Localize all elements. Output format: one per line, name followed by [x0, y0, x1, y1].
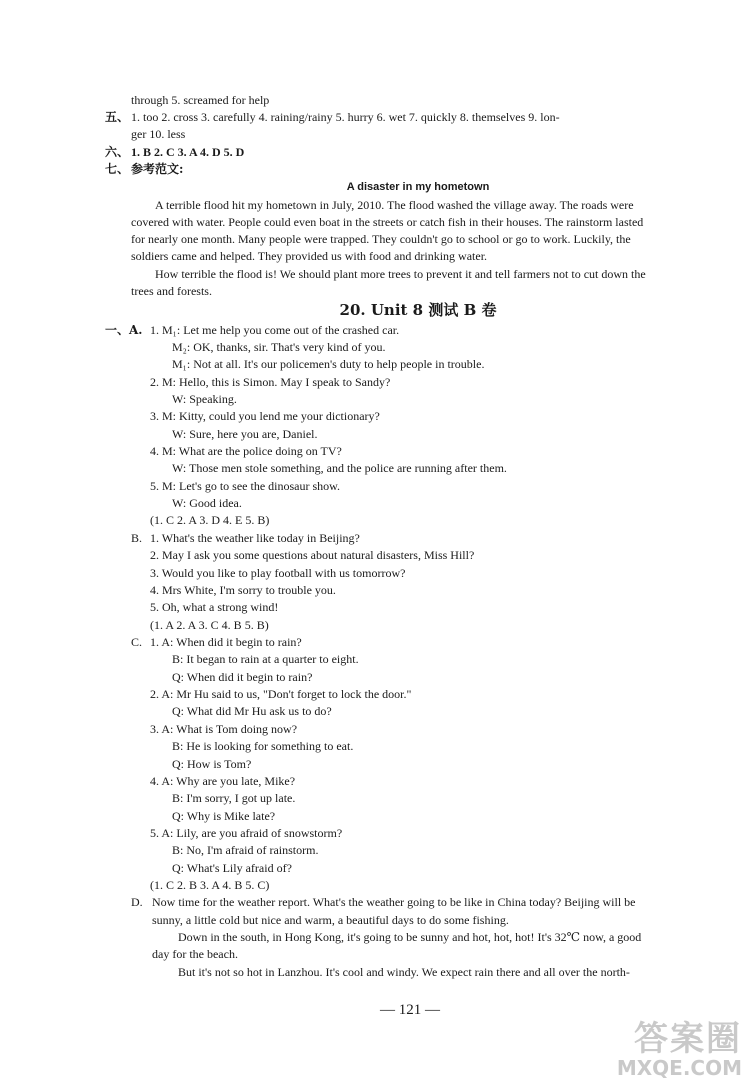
dialogue-line: 4. A: Why are you late, Mike? — [150, 774, 296, 788]
dialogue-line: M₁: Not at all. It's our policemen's duty to help people in trouble. — [172, 357, 485, 371]
dialogue-line: B: I'm sorry, I got up late. — [172, 791, 296, 805]
section-6-label: 六、 — [105, 145, 130, 159]
section-5-answers-cont: ger 10. less — [131, 127, 186, 141]
passage-line: Now time for the weather report. What's the weather going to be like in China today? Beijing will be — [152, 895, 636, 909]
part-1a-label: 一、A. — [105, 323, 143, 337]
dialogue-line: Q: What did Mr Hu ask us to do? — [172, 704, 332, 718]
essay-line: soldiers came and helped. They provided us with food and drinking water. — [131, 249, 488, 263]
part-1d-label: D. — [131, 895, 143, 909]
unit-heading: 20. Unit 8 测试 B 卷 — [339, 301, 497, 319]
watermark-logo — [616, 1019, 742, 1080]
dialogue-line: 3. M: Kitty, could you lend me your dictionary? — [150, 409, 380, 423]
question-line: 2. May I ask you some questions about natural disasters, Miss Hill? — [150, 548, 475, 562]
dialogue-line: W: Speaking. — [172, 392, 237, 406]
question-line: 5. Oh, what a strong wind! — [150, 600, 279, 614]
essay-title: A disaster in my hometown — [346, 181, 490, 193]
passage-line: But it's not so hot in Lanzhou. It's cool and windy. We expect rain there and all over the north- — [178, 965, 630, 979]
dialogue-line: M₂: OK, thanks, sir. That's very kind of you. — [172, 340, 386, 354]
answer-key: (1. C 2. B 3. A 4. B 5. C) — [150, 878, 270, 892]
dialogue-line: 1. A: When did it begin to rain? — [150, 635, 302, 649]
part-1b-label: B. — [131, 531, 143, 545]
essay-line: for nearly one month. Many people were trapped. They couldn't go to school or go to work. Luckily, the — [131, 232, 631, 246]
passage-line: day for the beach. — [152, 947, 238, 961]
passage-line: Down in the south, in Hong Kong, it's going to be sunny and hot, hot, hot! It's 32℃ now, a good — [178, 930, 642, 944]
section-5-answers: 1. too 2. cross 3. carefully 4. raining/rainy 5. hurry 6. wet 7. quickly 8. themselves 9. lon- — [131, 110, 560, 124]
section-5-label: 五、 — [105, 110, 130, 124]
answer-line-continued: through 5. screamed for help — [131, 93, 270, 107]
dialogue-line: 2. A: Mr Hu said to us, "Don't forget to lock the door." — [150, 687, 412, 701]
dialogue-line: 3. A: What is Tom doing now? — [150, 722, 298, 736]
essay-line: How terrible the flood is! We should plant more trees to prevent it and tell farmers not to cut down the — [155, 267, 646, 281]
dialogue-line: Q: How is Tom? — [172, 757, 252, 771]
dialogue-line: 1. M₁: Let me help you come out of the crashed car. — [150, 323, 400, 337]
dialogue-line: W: Those men stole something, and the police are running after them. — [172, 461, 507, 475]
answer-key: (1. C 2. A 3. D 4. E 5. B) — [150, 513, 270, 527]
passage-line: sunny, a little cold but nice and warm, a beautiful days to do some fishing. — [152, 913, 509, 927]
dialogue-line: Q: Why is Mike late? — [172, 809, 276, 823]
dialogue-line: Q: What's Lily afraid of? — [172, 861, 292, 875]
essay-line: trees and forests. — [131, 284, 212, 298]
dialogue-line: B: He is looking for something to eat. — [172, 739, 354, 753]
dialogue-line: 4. M: What are the police doing on TV? — [150, 444, 342, 458]
dialogue-line: W: Sure, here you are, Daniel. — [172, 427, 318, 441]
dialogue-line: 5. M: Let's go to see the dinosaur show. — [150, 479, 341, 493]
section-7-text: 参考范文: — [131, 162, 184, 176]
dialogue-line: B: It began to rain at a quarter to eight. — [172, 652, 359, 666]
dialogue-line: 5. A: Lily, are you afraid of snowstorm? — [150, 826, 343, 840]
answer-key: (1. A 2. A 3. C 4. B 5. B) — [150, 618, 269, 632]
essay-line: covered with water. People could even boat in the streets or catch fish in their houses. The rainstorm lasted — [131, 215, 644, 229]
dialogue-line: B: No, I'm afraid of rainstorm. — [172, 843, 319, 857]
section-6-answers: 1. B 2. C 3. A 4. D 5. D — [131, 145, 245, 159]
part-1c-label: C. — [131, 635, 143, 649]
question-line: 1. What's the weather like today in Beijing? — [150, 531, 360, 545]
question-line: 4. Mrs White, I'm sorry to trouble you. — [150, 583, 336, 597]
dialogue-line: W: Good idea. — [172, 496, 242, 510]
page-number: — 121 — — [380, 1002, 440, 1018]
dialogue-line: 2. M: Hello, this is Simon. May I speak to Sandy? — [150, 375, 391, 389]
watermark-url: MXQE.COM — [616, 1056, 742, 1080]
dialogue-line: Q: When did it begin to rain? — [172, 670, 313, 684]
section-7-label: 七、 — [105, 162, 130, 176]
watermark-logo-text: 答案圈 — [634, 1019, 742, 1059]
essay-line: A terrible flood hit my hometown in July, 2010. The flood washed the village away. The roads were — [155, 198, 634, 212]
question-line: 3. Would you like to play football with us tomorrow? — [150, 566, 406, 580]
